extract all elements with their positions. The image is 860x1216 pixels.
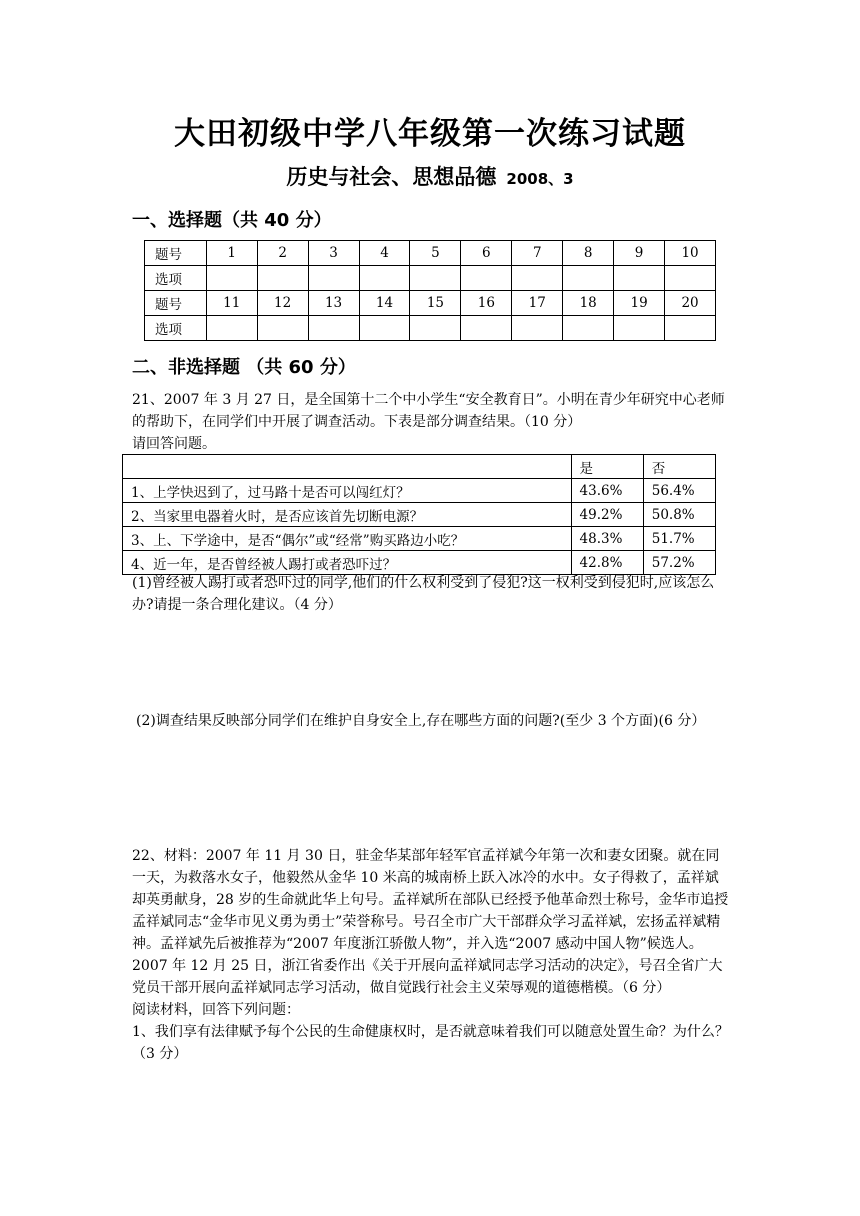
survey-header-question <box>123 455 572 479</box>
q22-block <box>132 845 732 1065</box>
q21-intro <box>132 389 732 455</box>
survey-row <box>123 479 716 503</box>
answer-cell[interactable] <box>614 316 665 341</box>
question-number: 5 <box>410 241 461 266</box>
question-number: 14 <box>359 291 410 316</box>
survey-row <box>123 527 716 551</box>
survey-row <box>123 503 716 527</box>
option-label: 选项 <box>145 266 207 291</box>
answer-table <box>144 240 716 341</box>
survey-yes-value: 49.2% <box>571 503 643 527</box>
answer-cell[interactable] <box>308 316 359 341</box>
survey-header-yes: 是 <box>571 455 643 479</box>
question-number: 3 <box>308 241 359 266</box>
answer-cell[interactable] <box>206 316 257 341</box>
answer-cell[interactable] <box>461 266 512 291</box>
q22-prompt: 阅读材料，回答下列问题： <box>132 1002 300 1018</box>
number-label: 题号 <box>145 241 207 266</box>
section-1-heading: 一、选择题（共 40 分） <box>132 210 332 231</box>
survey-no-value: 51.7% <box>643 527 715 551</box>
section-2-heading: 二、非选择题 （共 60 分） <box>132 357 356 378</box>
question-number: 16 <box>461 291 512 316</box>
answer-cell[interactable] <box>563 266 614 291</box>
answer-cell[interactable] <box>410 316 461 341</box>
survey-no-value: 56.4% <box>643 479 715 503</box>
answer-cell[interactable] <box>665 266 716 291</box>
answer-cell[interactable] <box>563 316 614 341</box>
answer-cell[interactable] <box>359 316 410 341</box>
question-number: 10 <box>665 241 716 266</box>
answer-cell[interactable] <box>512 266 563 291</box>
q21-intro-text: 21、2007 年 3 月 27 日，是全国第十二个中小学生“安全教育日”。小明在青少年研究中心老师的帮助下，在同学们中开展了调查活动。下表是部分调查结果。（10 分） <box>132 392 725 430</box>
survey-row <box>123 551 716 575</box>
question-number: 12 <box>257 291 308 316</box>
survey-question: 3、上、下学途中，是否“偶尔”或“经常”购买路边小吃？ <box>123 527 572 551</box>
answer-cell[interactable] <box>257 266 308 291</box>
survey-header-no: 否 <box>643 455 715 479</box>
question-number: 8 <box>563 241 614 266</box>
survey-table <box>122 454 716 575</box>
answer-cell[interactable] <box>206 266 257 291</box>
option-row-1 <box>145 266 716 291</box>
survey-question: 2、当家里电器着火时，是否应该首先切断电源？ <box>123 503 572 527</box>
option-label: 选项 <box>145 316 207 341</box>
number-row-2 <box>145 291 716 316</box>
question-number: 19 <box>614 291 665 316</box>
question-number: 7 <box>512 241 563 266</box>
answer-cell[interactable] <box>257 316 308 341</box>
survey-header-row <box>123 455 716 479</box>
answer-cell[interactable] <box>614 266 665 291</box>
exam-date: 2008、3 <box>506 170 574 188</box>
page-subtitle <box>0 161 860 191</box>
question-number: 15 <box>410 291 461 316</box>
survey-yes-value: 43.6% <box>571 479 643 503</box>
survey-question: 4、近一年，是否曾经被人踢打或者恐吓过？ <box>123 551 572 575</box>
question-number: 9 <box>614 241 665 266</box>
question-number: 17 <box>512 291 563 316</box>
question-number: 11 <box>206 291 257 316</box>
question-number: 2 <box>257 241 308 266</box>
question-number: 1 <box>206 241 257 266</box>
survey-no-value: 50.8% <box>643 503 715 527</box>
subject-label: 历史与社会、思想品德 <box>286 165 497 189</box>
question-number: 18 <box>563 291 614 316</box>
answer-cell[interactable] <box>308 266 359 291</box>
answer-cell[interactable] <box>512 316 563 341</box>
q22-sub1: 1、我们享有法律赋予每个公民的生命健康权时，是否就意味着我们可以随意处置生命？为什么？（3 分） <box>132 1024 729 1062</box>
q22-material: 22、材料：2007 年 11 月 30 日，驻金华某部年轻军官孟祥斌今年第一次和妻女团聚。就在同一天，为救落水女子，他毅然从金华 10 米高的城南桥上跃入冰冷的水中。女子得救了，孟祥斌却英勇献身，28 岁的生命就此华上句号。孟祥斌所在部队已经授予他革命烈士称号，金华市追授孟祥斌同志“金华市见义勇为勇士”荣誉称号。号召全市广大干部群众学习孟祥斌，宏扬孟祥斌精神。孟祥斌先后被推荐为“2007 年度浙江骄傲人物”，并入选“2007 感动中国人物”候选人。2007 年 12 月 25 日，浙江省委作出《关于开展向孟祥斌同志学习活动的决定》，号召全省广大党员干部开展向孟祥斌同志学习活动，做自觉践行社会主义荣辱观的道德楷模。（6 分） <box>132 848 729 996</box>
survey-yes-value: 42.8% <box>571 551 643 575</box>
answer-cell[interactable] <box>665 316 716 341</box>
question-number: 6 <box>461 241 512 266</box>
question-number: 20 <box>665 291 716 316</box>
q21-prompt: 请回答问题。 <box>132 436 216 452</box>
survey-no-value: 57.2% <box>643 551 715 575</box>
q21-sub2: (2)调查结果反映部分同学们在维护自身安全上,存在哪些方面的问题?(至少 3 个方面)(6 分） <box>136 713 706 729</box>
survey-yes-value: 48.3% <box>571 527 643 551</box>
number-label: 题号 <box>145 291 207 316</box>
q21-sub1: (1)曾经被人踢打或者恐吓过的同学,他们的什么权利受到了侵犯?这一权利受到侵犯时,应该怎么办?请提一条合理化建议。（4 分） <box>132 575 715 613</box>
question-number: 13 <box>308 291 359 316</box>
survey-question: 1、上学快迟到了，过马路十是否可以闯红灯？ <box>123 479 572 503</box>
answer-cell[interactable] <box>410 266 461 291</box>
option-row-2 <box>145 316 716 341</box>
number-row-1 <box>145 241 716 266</box>
answer-cell[interactable] <box>359 266 410 291</box>
question-number: 4 <box>359 241 410 266</box>
answer-cell[interactable] <box>461 316 512 341</box>
page-title: 大田初级中学八年级第一次练习试题 <box>174 116 686 152</box>
